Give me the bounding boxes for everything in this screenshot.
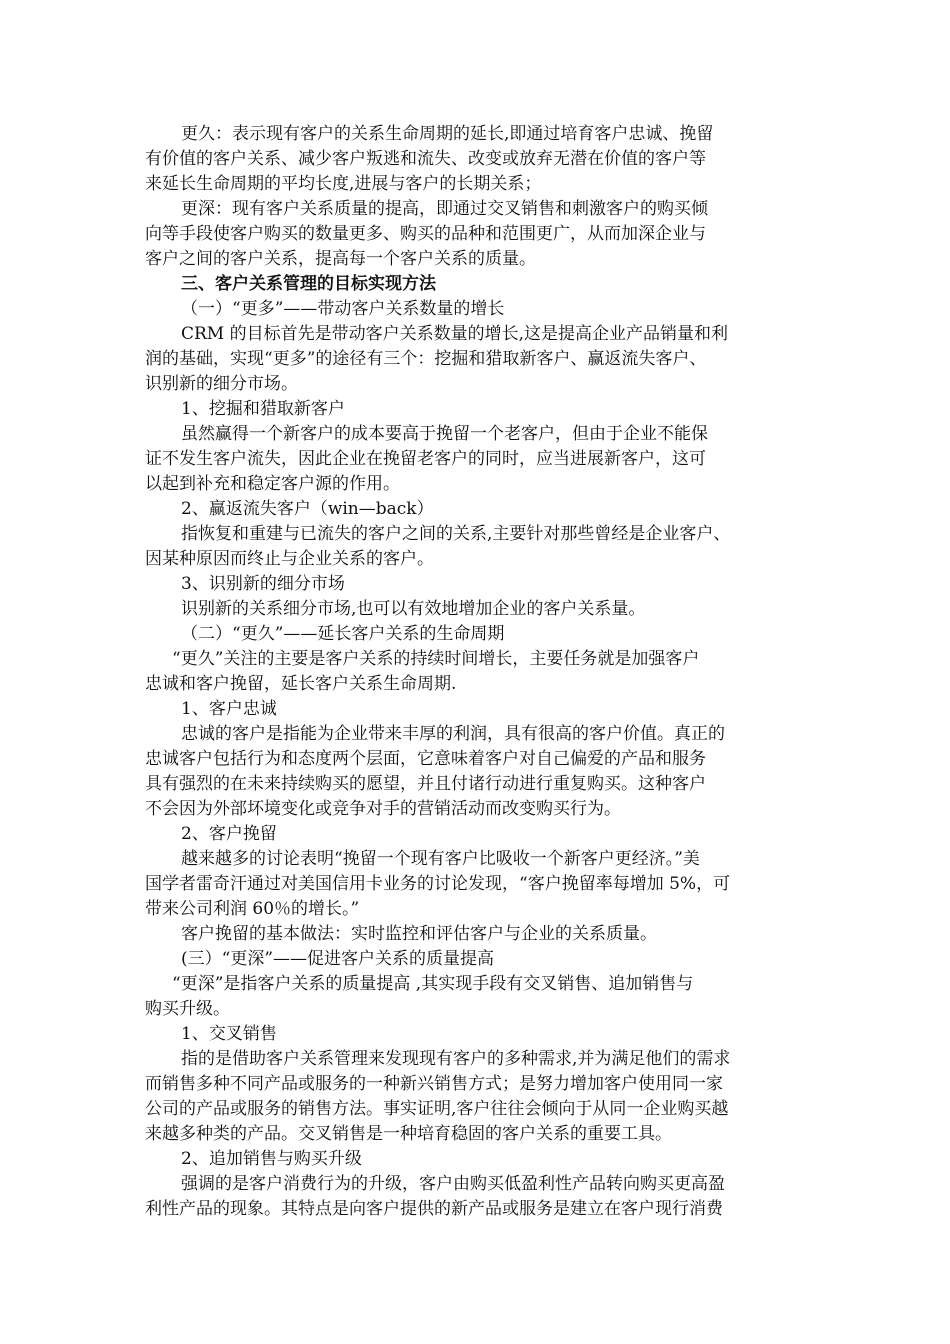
text-line: “更深”是指客户关系的质量提高 ,其实现手段有交叉销售、追加销售与: [172, 974, 694, 994]
text-line: 识别新的关系细分市场,也可以有效地增加企业的客户关系量。: [181, 599, 646, 619]
text-line: 有价值的客户关系、减少客户叛逃和流失、改变或放弃无潜在价值的客户等: [145, 149, 706, 169]
text-line: 而销售多种不同产品或服务的一种新兴销售方式；是努力增加客户使用同一家: [145, 1074, 723, 1094]
text-line: 国学者雷奇汗通过对美国信用卡业务的讨论发现，“客户挽留率每增加 5%，可: [145, 874, 731, 894]
text-line: 虽然赢得一个新客户的成本要高于挽留一个老客户，但由于企业不能保: [181, 424, 708, 444]
text-line: 强调的是客户消费行为的升级，客户由购买低盈利性产品转向购买更高盈: [181, 1174, 725, 1194]
text-line: 具有强烈的在未来持续购买的愿望，并且付诸行动进行重复购买。这种客户: [145, 774, 706, 794]
text-line: 3、识别新的细分市场: [181, 574, 345, 594]
text-line: 来延长生命周期的平均长度,进展与客户的长期关系；: [145, 174, 542, 194]
text-line: 越来越多的讨论表明“挽留一个现有客户比吸收一个新客户更经济。”美: [181, 849, 700, 869]
text-line: 购买升级。: [145, 999, 230, 1019]
text-line: 利性产品的现象。其特点是向客户提供的新产品或服务是建立在客户现行消费: [145, 1199, 723, 1219]
text-line: 客户挽留的基本做法：实时监控和评估客户与企业的关系质量。: [181, 924, 657, 944]
text-line: 因某种原因而终止与企业关系的客户。: [145, 549, 434, 569]
text-line: 2、赢返流失客户（win—back）: [181, 499, 434, 519]
text-line: （二）“更久”——延长客户关系的生命周期: [181, 624, 505, 644]
text-line: （一）“更多”——带动客户关系数量的增长: [181, 299, 505, 319]
text-line: 不会因为外部坏境变化或竞争对手的营销活动而改变购买行为。: [145, 799, 621, 819]
text-line: 指的是借助客户关系管理来发现现有客户的多种需求,并为满足他们的需求: [181, 1049, 731, 1069]
text-line: 忠诚和客户挽留，延长客户关系生命周期.: [145, 674, 457, 694]
text-line: 更久：表示现有客户的关系生命周期的延长,即通过培育客户忠诚、挽留: [181, 124, 714, 144]
text-line: 2、客户挽留: [181, 824, 277, 844]
text-line: 更深：现有客户关系质量的提高，即通过交叉销售和刺激客户的购买倾: [181, 199, 708, 219]
text-line: 1、交叉销售: [181, 1024, 277, 1044]
text-line: 忠诚的客户是指能为企业带来丰厚的利润，具有很高的客户价值。真正的: [181, 724, 725, 744]
text-line: 带来公司利润 60％的增长。”: [145, 899, 360, 919]
text-line: “更久”关注的主要是客户关系的持续时间增长，主要任务就是加强客户: [172, 649, 700, 669]
text-line: 1、客户忠诚: [181, 699, 277, 719]
text-line: 公司的产品或服务的销售方法。事实证明,客户往往会倾向于从同一企业购买越: [145, 1099, 729, 1119]
text-line: 忠诚客户包括行为和态度两个层面，它意味着客户对自己偏爱的产品和服务: [145, 749, 706, 769]
text-line: 指恢复和重建与已流失的客户之间的关系,主要针对那些曾经是企业客户、: [181, 524, 731, 544]
text-line: 证不发生客户流失，因此企业在挽留老客户的同时，应当进展新客户，这可: [145, 449, 706, 469]
text-line: 客户之间的客户关系，提高每一个客户关系的质量。: [145, 249, 536, 269]
text-line: 识别新的细分市场。: [145, 374, 298, 394]
text-line: 润的基础，实现“更多”的途径有三个：挖掘和猎取新客户、赢返流失客户、: [145, 349, 707, 369]
section-heading: 三、客户关系管理的目标实现方法: [181, 274, 436, 294]
document-body: [145, 122, 815, 1222]
text-line: 2、追加销售与购买升级: [181, 1149, 362, 1169]
text-line: (三）“更深”——促进客户关系的质量提高: [181, 949, 495, 969]
text-line: 1、挖掘和猎取新客户: [181, 399, 345, 419]
text-line: CRM 的目标首先是带动客户关系数量的增长,这是提高企业产品销量和利: [181, 324, 729, 344]
text-line: 以起到补充和稳定客户源的作用。: [145, 474, 400, 494]
text-line: 来越多种类的产品。交叉销售是一种培育稳固的客户关系的重要工具。: [145, 1124, 672, 1144]
text-line: 向等手段使客户购买的数量更多、购买的品种和范围更广，从而加深企业与: [145, 224, 706, 244]
